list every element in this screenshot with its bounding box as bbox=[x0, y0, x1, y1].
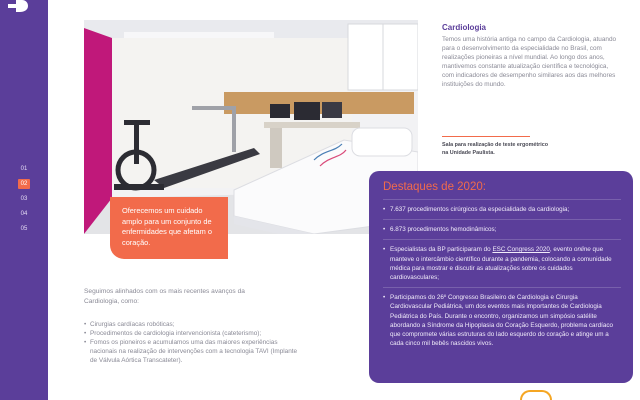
highlights-list bbox=[383, 199, 621, 353]
highlight-item-hemodynamic: • 6.873 procedimentos hemodinâmicos; bbox=[383, 219, 621, 239]
advances-list bbox=[84, 320, 299, 365]
highlight-text: que manteve o intercâmbio científico durante a pandemia, colocando a comunidade médica para mostrar e discutir as atualizações sobre os cuidados cardiovasculares; bbox=[390, 246, 612, 282]
highlights-card bbox=[369, 171, 633, 383]
photo-note-divider bbox=[442, 136, 530, 137]
section-description: Temos uma história antiga no campo da Cardiologia, atuando para o desenvolvimento da especialidade no Brasil, com realizações pioneiras a nível mundial. Ao longo dos anos, mantivemos constante atualização científica e tecnológica, com indicadores de desempenho similares aos das melhores instituições do mundo. bbox=[442, 36, 617, 88]
section-nav-item-03[interactable]: 03 bbox=[20, 196, 28, 202]
section-nav-item-01[interactable]: 01 bbox=[20, 166, 28, 172]
highlights-title: Destaques de 2020: bbox=[383, 181, 486, 193]
esc-congress-link[interactable]: ESC Congress 2020 bbox=[492, 246, 550, 254]
list-item: • Fomos os pioneiros e acumulamos uma das maiores experiências nacionais na realização de intervenções com a tecnologia TAVI (Implante de Válvula Aórtica Transcateter). bbox=[84, 338, 299, 365]
advances-intro: Seguimos alinhados com os mais recentes avanços da Cardiologia, como: bbox=[84, 288, 245, 305]
highlight-emphasis: online bbox=[574, 246, 591, 254]
section-nav-item-02[interactable]: 02 bbox=[14, 177, 34, 192]
highlight-item-surgeries: • 7.637 procedimentos cirúrgicos da especialidade da cardiologia; bbox=[383, 199, 621, 219]
highlight-item-pediatric-congress: • Participamos do 26º Congresso Brasileiro de Cardiologia e Cirurgia Cardiovascular Pediátrica, um dos eventos mais importantes de Cardiologia Pediátrica do País. Durante o encontro, organizamos um simpósio satélite abordando a Síndrome da Hipoplasia do Coração Esquerdo, problema cardíaco que compromete várias estruturas do lado esquerdo do coração e atinge um a cada cinco mil bebês nascidos vivos. bbox=[383, 287, 621, 353]
list-item: • Cirurgias cardíacas robóticas; bbox=[84, 320, 299, 329]
photo-note: Sala para realização de teste ergométrico na Unidade Paulista. bbox=[442, 142, 549, 156]
highlight-item-esc-congress bbox=[383, 239, 621, 287]
section-nav-item-04[interactable]: 04 bbox=[20, 211, 28, 217]
list-item: • Procedimentos de cardiologia intervencionista (cateterismo); bbox=[84, 329, 299, 338]
side-rail bbox=[0, 0, 48, 400]
highlight-text: Especialistas da BP participaram do bbox=[390, 246, 493, 254]
highlight-text: , evento bbox=[549, 246, 574, 254]
brand-logo-icon bbox=[6, 0, 34, 14]
photo-caption: Oferecemos um cuidado amplo para um conjunto de enfermidades que afetam o coração. bbox=[110, 197, 228, 259]
section-nav-item-05[interactable]: 05 bbox=[20, 226, 28, 232]
section-nav bbox=[14, 162, 34, 237]
decorative-arc-icon bbox=[520, 390, 552, 400]
section-title: Cardiologia bbox=[442, 23, 487, 32]
